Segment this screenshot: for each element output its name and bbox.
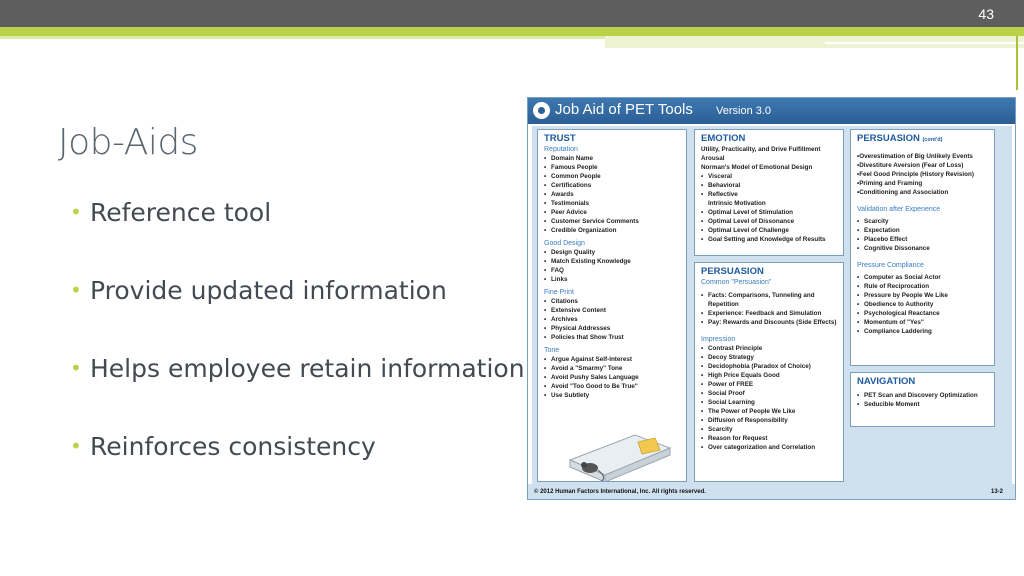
accent-stripe	[0, 36, 605, 39]
list-item: • Placebo Effect	[857, 235, 988, 244]
slide-number: 43	[978, 6, 994, 22]
persuasion-contd-heading	[857, 133, 988, 146]
persuasion-contd-title: PERSUASION	[857, 133, 920, 144]
list-item: •Conditioning and Association	[857, 189, 949, 196]
list-item: • Design Quality	[544, 248, 680, 257]
list-item: • Optimal Level of Dissonance	[701, 217, 837, 226]
list-item: • Citations	[544, 297, 680, 306]
list-item: • Obedience to Authority	[857, 300, 988, 309]
bullet-item	[70, 274, 525, 306]
list-item: •Feel Good Principle (History Revision)	[857, 171, 974, 178]
validation-label: Validation after Experience	[857, 206, 941, 213]
persuasion-contd-box	[850, 129, 995, 366]
compliance-list	[857, 273, 988, 336]
list-item: • Visceral	[701, 172, 837, 181]
emotion-heading: EMOTION	[701, 133, 746, 144]
list-item: • Use Subtlety	[544, 391, 680, 400]
list-item: • Diffusion of Responsibility	[701, 416, 837, 425]
mouse-trap-illustration	[560, 430, 675, 482]
reputation-label: Reputation	[544, 146, 578, 153]
bullet-text: Helps employee retain information	[90, 353, 525, 383]
fine-print-list	[544, 297, 680, 342]
list-item: • Optimal Level of Stimulation	[701, 208, 837, 217]
list-item: • Goal Setting and Knowledge of Results	[701, 235, 837, 244]
trust-heading: TRUST	[544, 133, 576, 144]
slide-title: Job-Aids	[58, 122, 198, 163]
reputation-list	[544, 154, 680, 235]
list-item: • Contrast Principle	[701, 344, 837, 353]
emotion-box	[694, 129, 844, 256]
list-item: • Decidophobia (Paradox of Choice)	[701, 362, 837, 371]
bullet-text: Reinforces consistency	[90, 431, 376, 461]
bullet-list	[70, 196, 525, 508]
impression-list	[701, 344, 837, 452]
job-aid-image	[527, 97, 1016, 500]
persuasion-heading: PERSUASION	[701, 266, 764, 277]
good-design-label: Good Design	[544, 240, 585, 247]
list-item: • Domain Name	[544, 154, 680, 163]
list-item: • High Price Equals Good	[701, 371, 837, 380]
list-item: • Links	[544, 275, 680, 284]
bullet-icon: •	[70, 278, 82, 302]
hfi-logo-icon	[533, 102, 550, 119]
good-design-list	[544, 248, 680, 284]
list-item: • Famous People	[544, 163, 680, 172]
list-item: • Experience: Feedback and Simulation	[701, 309, 837, 318]
navigation-box	[850, 372, 995, 427]
list-item: • Pay: Rewards and Discounts (Side Effects)	[701, 318, 837, 327]
job-aid-title: Job Aid of PET Tools	[555, 101, 693, 118]
accent-highlight	[825, 42, 1024, 44]
list-item: Intrinsic Motivation	[708, 200, 766, 207]
list-item: • Decoy Strategy	[701, 353, 837, 362]
common-persuasion-list	[701, 291, 837, 327]
job-aid-body	[532, 126, 1012, 486]
list-item: • Pressure by People We Like	[857, 291, 988, 300]
bullet-icon: •	[70, 200, 82, 224]
contd-label: (cont'd)	[922, 137, 943, 143]
list-item: • Compliance Laddering	[857, 327, 988, 336]
common-persuasion-label: Common "Persuasion"	[701, 279, 772, 286]
list-item: • Peer Advice	[544, 208, 680, 217]
list-item: • Social Proof	[701, 389, 837, 398]
list-item: • Common People	[544, 172, 680, 181]
navigation-heading: NAVIGATION	[857, 376, 916, 387]
list-item: • Awards	[544, 190, 680, 199]
bullet-item	[70, 196, 525, 228]
list-item: • Scarcity	[857, 217, 988, 226]
trust-box	[537, 129, 687, 482]
bullet-text: Reference tool	[90, 197, 272, 227]
list-item: • Reflective	[701, 190, 837, 199]
list-item: • Optimal Level of Challenge	[701, 226, 837, 235]
list-item: • Seducible Moment	[857, 400, 988, 409]
list-item: • Rule of Reciprocation	[857, 282, 988, 291]
impression-label: Impression	[701, 336, 736, 343]
list-item: • Argue Against Self-Interest	[544, 355, 680, 364]
page-reference: 13-2	[990, 489, 1003, 495]
list-item: • Match Existing Knowledge	[544, 257, 680, 266]
bullet-item	[70, 352, 525, 384]
list-item: • Credible Organization	[544, 226, 680, 235]
copyright-text: © 2012 Human Factors International, Inc. All rights reserved.	[534, 489, 706, 495]
job-aid-header	[528, 98, 1015, 124]
list-item: • Policies that Show Trust	[544, 333, 680, 342]
list-item: •Divestiture Aversion (Fear of Loss)	[857, 162, 964, 169]
list-item: • Momentum of "Yes"	[857, 318, 988, 327]
job-aid-footer	[528, 484, 1015, 499]
list-item: • Scarcity	[701, 425, 837, 434]
list-item: • Archives	[544, 315, 680, 324]
tone-list	[544, 355, 680, 400]
list-item: • Avoid "Too Good to Be True"	[544, 382, 680, 391]
list-item: Norman's Model of Emotional Design	[701, 164, 813, 171]
accent-rule	[1016, 36, 1018, 90]
validation-list	[857, 217, 988, 253]
accent-bar	[0, 27, 1024, 36]
list-item: • Over categorization and Correlation	[701, 443, 837, 452]
list-item: • Avoid a "Smarmy" Tone	[544, 364, 680, 373]
list-item: •Overestimation of Big Unlikely Events	[857, 153, 973, 160]
list-item: • The Power of People We Like	[701, 407, 837, 416]
list-item: • Extensive Content	[544, 306, 680, 315]
persuasion-box	[694, 262, 844, 482]
list-item: • Customer Service Comments	[544, 217, 680, 226]
list-item: • Power of FREE	[701, 380, 837, 389]
fine-print-label: Fine Print	[544, 289, 574, 296]
bullet-icon: •	[70, 356, 82, 380]
list-item: • Avoid Pushy Sales Language	[544, 373, 680, 382]
persuasion-contd-list	[857, 152, 988, 197]
list-item: • Reason for Request	[701, 434, 837, 443]
tone-label: Tone	[544, 347, 560, 354]
list-item: • Social Learning	[701, 398, 837, 407]
list-item: • FAQ	[544, 266, 680, 275]
list-item: • Testimonials	[544, 199, 680, 208]
list-item: • Physical Addresses	[544, 324, 680, 333]
bullet-text: Provide updated information	[90, 275, 447, 305]
bullet-icon: •	[70, 434, 82, 458]
list-item: • Psychological Reactance	[857, 309, 988, 318]
list-item: • Facts: Comparisons, Tunneling and Repetition	[701, 291, 837, 309]
job-aid-version: Version 3.0	[716, 105, 772, 117]
list-item: • Computer as Social Actor	[857, 273, 988, 282]
list-item: • Cognitive Dissonance	[857, 244, 988, 253]
navigation-list	[857, 391, 988, 409]
top-bar	[0, 0, 1024, 27]
emotion-list	[701, 145, 837, 244]
compliance-label: Pressure Compliance	[857, 262, 924, 269]
list-item: • PET Scan and Discovery Optimization	[857, 391, 988, 400]
list-item: • Certifications	[544, 181, 680, 190]
list-item: • Behavioral	[701, 181, 837, 190]
bullet-item	[70, 430, 525, 462]
list-item: Arousal	[701, 155, 725, 162]
list-item: •Priming and Framing	[857, 180, 923, 187]
list-item: Utility, Practicality, and Drive Fulfillment	[701, 146, 821, 153]
list-item: • Expectation	[857, 226, 988, 235]
